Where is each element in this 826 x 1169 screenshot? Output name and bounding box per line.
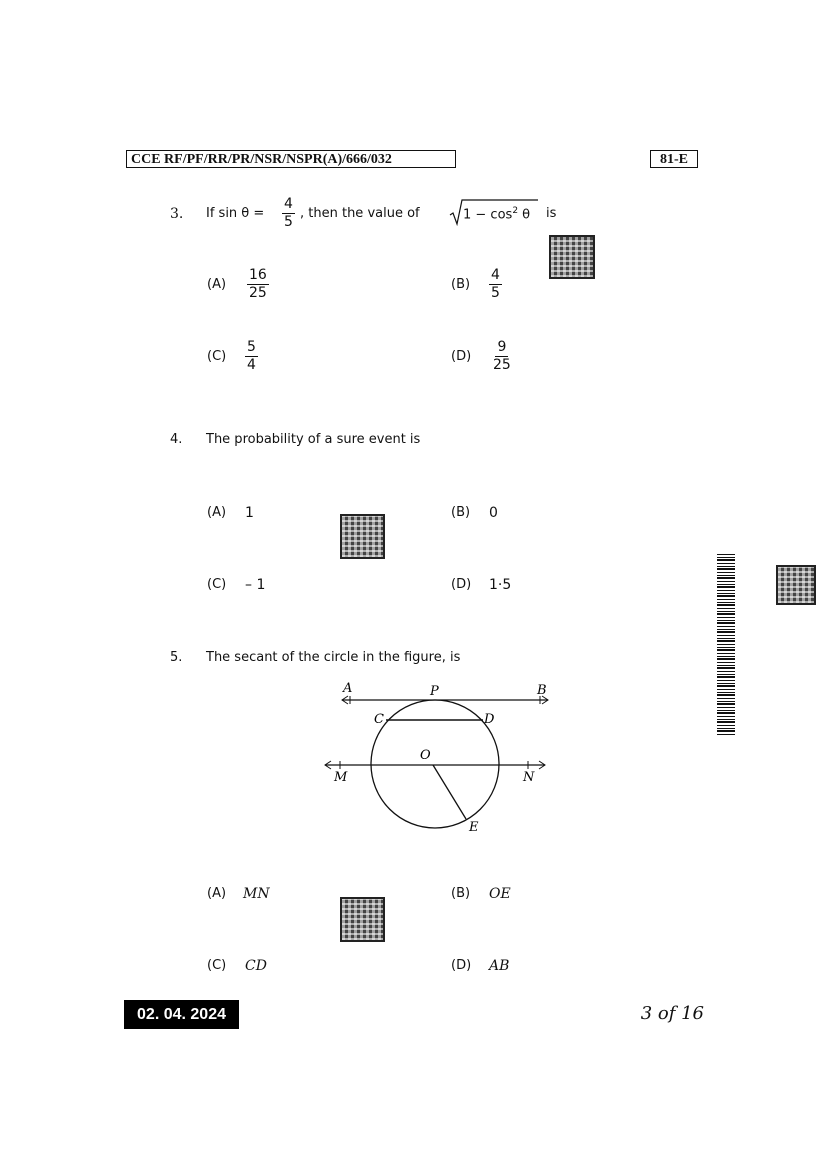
- page-number: 3 of 16: [640, 1003, 704, 1024]
- label-m: M: [334, 770, 348, 785]
- option-4b[interactable]: (B) 0: [451, 505, 498, 521]
- question-text: The secant of the circle in the figure, is: [206, 650, 461, 665]
- radius-oe: [433, 765, 466, 819]
- paper-id: 81-E: [650, 150, 698, 168]
- label-o: O: [420, 748, 431, 763]
- option-5a[interactable]: (A) MN: [207, 886, 270, 902]
- qr-code-q4: [340, 514, 385, 559]
- option-5c[interactable]: (C) CD: [207, 958, 267, 974]
- question-text-prefix: If sin θ =: [206, 206, 265, 221]
- circle-figure: [320, 680, 560, 840]
- label-d: D: [484, 712, 495, 727]
- option-fraction: $\frac{5}{4}$: [247, 339, 256, 373]
- question-number: 3.: [170, 206, 184, 222]
- option-3c[interactable]: (C) $\frac{5}{4}$: [207, 339, 256, 373]
- label-e: E: [469, 820, 479, 835]
- option-4c[interactable]: (C) – 1: [207, 577, 266, 593]
- paper-code: CCE RF/PF/RR/PR/NSR/NSPR(A)/666/032: [126, 150, 456, 168]
- label-p: P: [430, 684, 439, 699]
- option-5b[interactable]: (B) OE: [451, 886, 511, 902]
- question-text-middle: , then the value of: [300, 206, 420, 221]
- option-4a[interactable]: (A) 1: [207, 505, 254, 521]
- question-5: [170, 650, 570, 670]
- option-4d[interactable]: (D) 1·5: [451, 577, 512, 593]
- sin-fraction: $\frac{4}{5}$: [284, 196, 293, 230]
- label-n: N: [523, 770, 535, 785]
- exam-date: 02. 04. 2024: [124, 1000, 239, 1029]
- barcode: [717, 553, 735, 735]
- option-fraction: $\frac{9}{25}$: [493, 339, 511, 373]
- radicand: $1 - \cos^2 \theta$: [463, 206, 531, 223]
- option-3d[interactable]: (D) $\frac{9}{25}$: [451, 339, 511, 373]
- question-text-suffix: is: [546, 206, 557, 221]
- option-3a[interactable]: (A) $\frac{16}{25}$: [207, 267, 267, 301]
- qr-code-q5: [340, 897, 385, 942]
- question-4: [170, 432, 570, 452]
- question-3: [170, 196, 590, 236]
- question-number: 4.: [170, 432, 183, 447]
- label-a: A: [343, 681, 353, 696]
- option-fraction: $\frac{16}{25}$: [249, 267, 267, 301]
- qr-code-q3: [549, 235, 595, 279]
- option-3b[interactable]: (B) $\frac{4}{5}$: [451, 267, 500, 301]
- option-fraction: $\frac{4}{5}$: [491, 267, 500, 301]
- question-text: The probability of a sure event is: [206, 432, 421, 447]
- question-number: 5.: [170, 650, 183, 665]
- qr-code-margin: [776, 565, 816, 605]
- option-5d[interactable]: (D) AB: [451, 958, 510, 974]
- label-c: C: [374, 712, 384, 727]
- label-b: B: [537, 683, 547, 698]
